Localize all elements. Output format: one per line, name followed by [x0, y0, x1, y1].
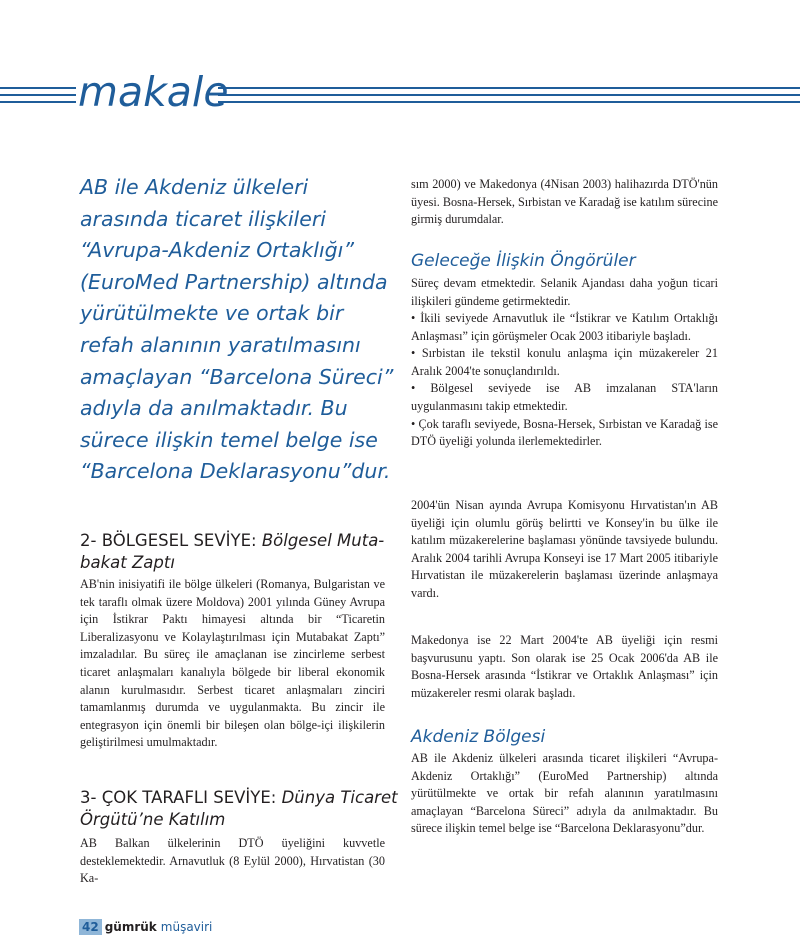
section-3-heading-italic: Dünya Ticaret Örgütü’ne Katılım	[80, 788, 398, 829]
page-footer	[79, 918, 212, 936]
future-heading: Geleceğe İlişkin Öngörüler	[411, 251, 636, 271]
continued-text: sım 2000) ve Makedonya (4Nisan 2003) halihazırda DTÖ'nün üyesi. Bosna-Hersek, Sırbistan ve Karadağ ise katılım sürecine girmiş durumdalar.	[411, 177, 718, 227]
header-rule-right-2	[218, 94, 800, 96]
header-rule-right-3	[218, 101, 800, 103]
section-3-text: AB Balkan ülkelerinin DTÖ üyeliğini kuvvetle desteklemektedir. Arnavutluk (8 Eylül 2000), Hırvatistan (30 Ka-	[80, 836, 385, 886]
magazine-name-light: müşaviri	[160, 920, 213, 934]
section-2-heading-italic: Bölgesel Muta-bakat Zaptı	[80, 531, 385, 572]
bullet-item: • Çok taraflı seviyede, Bosna-Hersek, Sırbistan ve Karadağ ise DTÖ üyeliği yolunda ilerlemektedirler.	[411, 416, 718, 449]
header-rule-right-1	[218, 87, 800, 89]
header-rule-left-2	[0, 94, 76, 96]
page-number: 42	[79, 919, 102, 935]
bullet-item: • Sırbistan ile tekstil konulu anlaşma için müzakereler 21 Aralık 2004'te sonuçlandırıldı.	[411, 346, 718, 378]
section-2-text: AB'nin inisiyatifi ile bölge ülkeleri (Romanya, Bulgaristan ve tek taraflı olmak üzere Moldova) 2001 yılında Güney Avrupa için İstikrar Paktı himayesi altında bir “Ticaretin Liberalizasyonu ve Kolaylaştırılması için Mutabakat Zaptı” imzaladılar. Bu süreç ile amaçlanan ise zincirleme serbest ticaret anlaşmaları kanalıyla bölgede bir liberal ekonomik alanın kurulmasıdır. Serbest ticaret anlaşmaları zinciri tamamlanmış durumda ve uygulanmakta. Bu zincir ile entegrasyon için önemli bir bileşen olan bölge-içi ilişkilerin geliştirilmesi umulmaktadır.	[80, 577, 385, 750]
macedonia-paragraph: Makedonya ise 22 Mart 2004'te AB üyeliği için resmi başvurusunu yaptı. Son olarak ise 25 Ocak 2006'da AB ile Bosna-Hersek arasında “İstikrar ve Ortaklık Anlaşması” için müzakereler resmi olarak başladı.	[411, 633, 718, 700]
section-3-heading	[80, 787, 398, 831]
croatia-paragraph: 2004'ün Nisan ayında Avrupa Komisyonu Hırvatistan'ın AB üyeliği için olumlu görüş belirtti ve Konsey'in bu ülke ile katılım müzakerelerine başlaması yönünde tavsiyede bulundu. Aralık 2004 tarihli Avrupa Konseyi ise 17 Mart 2005 itibariyle Hırvatistan ile müzakerelerin başlaması üzerinde anlaşmaya vardı.	[411, 498, 718, 600]
lead-paragraph: AB ile Akdeniz ülkeleri arasında ticaret ilişkileri “Avrupa-Akdeniz Ortaklığı” (EuroMed Partnership) altında yürütülmekte ve ortak bir refah alanının yaratılmasını amaçlayan “Barcelona Süreci” adıyla da anılmaktadır. Bu sürece ilişkin temel belge ise “Barcelona Deklarasyonu”dur.	[80, 175, 394, 484]
header-rule-left-1	[0, 87, 76, 89]
mediterranean-paragraph: AB ile Akdeniz ülkeleri arasında ticaret ilişkileri “Avrupa-Akdeniz Ortaklığı” (EuroMed Partnership) altında yürütülmekte ve ortak bir refah alanının yaratılmasını amaçlayan “Barcelona Süreci” adıyla da anılmaktadır. Bu sürece ilişkin temel belge ise “Barcelona Deklarasyonu”dur.	[411, 751, 718, 836]
section-title: makale	[78, 68, 229, 116]
section-3-heading-plain: 3- ÇOK TARAFLI SEVİYE:	[80, 788, 282, 807]
section-2-heading-plain: 2- BÖLGESEL SEVİYE:	[80, 531, 262, 550]
header-rule-left-3	[0, 101, 76, 103]
magazine-name-bold: gümrük	[104, 920, 157, 934]
future-intro: Süreç devam etmektedir. Selanik Ajandası daha yoğun ticari ilişkileri gündeme getirmektedir.	[411, 276, 718, 308]
mediterranean-heading: Akdeniz Bölgesi	[411, 727, 546, 747]
future-bullet-list	[411, 310, 718, 451]
bullet-item: • İkili seviyede Arnavutluk ile “İstikrar ve Katılım Ortaklığı Anlaşması” için görüşmeler Ocak 2003 itibariyle başladı.	[411, 311, 718, 343]
section-2-heading	[80, 530, 398, 574]
bullet-item: • Bölgesel seviyede ise AB imzalanan STA'ların uygulanmasını takip etmektedir.	[411, 381, 718, 413]
